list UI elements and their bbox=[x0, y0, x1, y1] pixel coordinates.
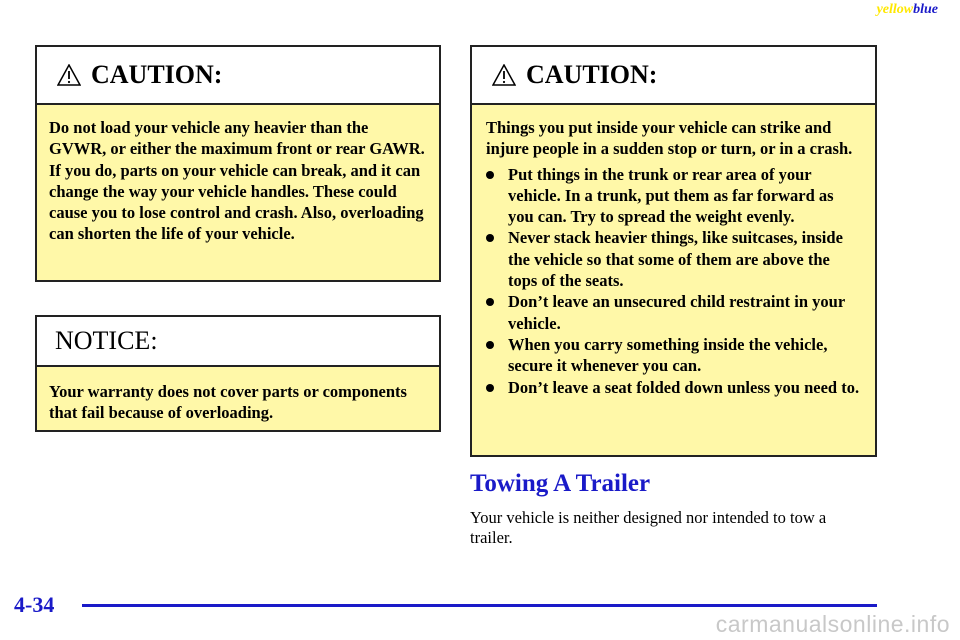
footer-rule bbox=[82, 604, 877, 607]
corner-blue-label: blue bbox=[913, 2, 938, 17]
bullet-text: When you carry something inside the vehicle, secure it whenever you can. bbox=[508, 334, 828, 376]
caution-title: CAUTION: bbox=[526, 60, 658, 89]
caution-header bbox=[472, 47, 875, 105]
caution-body bbox=[472, 105, 875, 398]
warning-triangle-icon bbox=[57, 64, 81, 86]
bullet-text: Don’t leave a seat folded down unless you need to. bbox=[508, 377, 860, 397]
bullet-text: Don’t leave an unsecured child restraint in your vehicle. bbox=[508, 292, 845, 333]
caution-box-cargo bbox=[470, 45, 877, 457]
bullet-item bbox=[486, 334, 863, 377]
notice-header bbox=[37, 317, 439, 367]
caution-header bbox=[37, 47, 439, 105]
page-number: 4-34 bbox=[14, 592, 55, 617]
notice-text: Your warranty does not cover parts or components that fail because of overloading. bbox=[49, 382, 407, 423]
bullet-dot-icon bbox=[486, 171, 494, 179]
bullet-dot-icon bbox=[486, 384, 494, 392]
bullet-text: Never stack heavier things, like suitcases, inside the vehicle so that some of them are above the tops of the seats. bbox=[508, 228, 843, 291]
caution-bullet-list bbox=[486, 164, 863, 398]
bullet-item bbox=[486, 227, 863, 291]
notice-box bbox=[35, 315, 441, 432]
bullet-dot-icon bbox=[486, 341, 494, 349]
bullet-dot-icon bbox=[486, 298, 494, 306]
section-text: Your vehicle is neither designed nor intended to tow a trailer. bbox=[470, 508, 827, 547]
caution-title: CAUTION: bbox=[91, 60, 223, 89]
caution-intro: Things you put inside your vehicle can strike and injure people in a sudden stop or turn, or in a crash. bbox=[486, 118, 853, 159]
bullet-text: Put things in the trunk or rear area of your vehicle. In a trunk, put them as far forward as you can. Try to spread the weight evenly. bbox=[508, 164, 834, 227]
section-heading: Towing A Trailer bbox=[470, 470, 651, 497]
warning-triangle-icon bbox=[492, 64, 516, 86]
caution-box-overloading bbox=[35, 45, 441, 282]
watermark: carmanualsonline.info bbox=[715, 611, 950, 637]
bullet-item bbox=[486, 164, 863, 228]
corner-color-mark bbox=[877, 2, 938, 18]
caution-text: Do not load your vehicle any heavier than the GVWR, or either the maximum front or rear GAWR. If you do, parts on your vehicle can break, and it can change the way your vehicle handles. These could cause you to lose control and crash. Also, overloading can shorten the life of your vehicle. bbox=[49, 118, 425, 244]
bullet-item bbox=[486, 291, 863, 334]
bullet-item bbox=[486, 377, 863, 398]
bullet-dot-icon bbox=[486, 234, 494, 242]
corner-yellow-label: yellow bbox=[876, 2, 914, 17]
notice-title: NOTICE: bbox=[55, 326, 158, 355]
